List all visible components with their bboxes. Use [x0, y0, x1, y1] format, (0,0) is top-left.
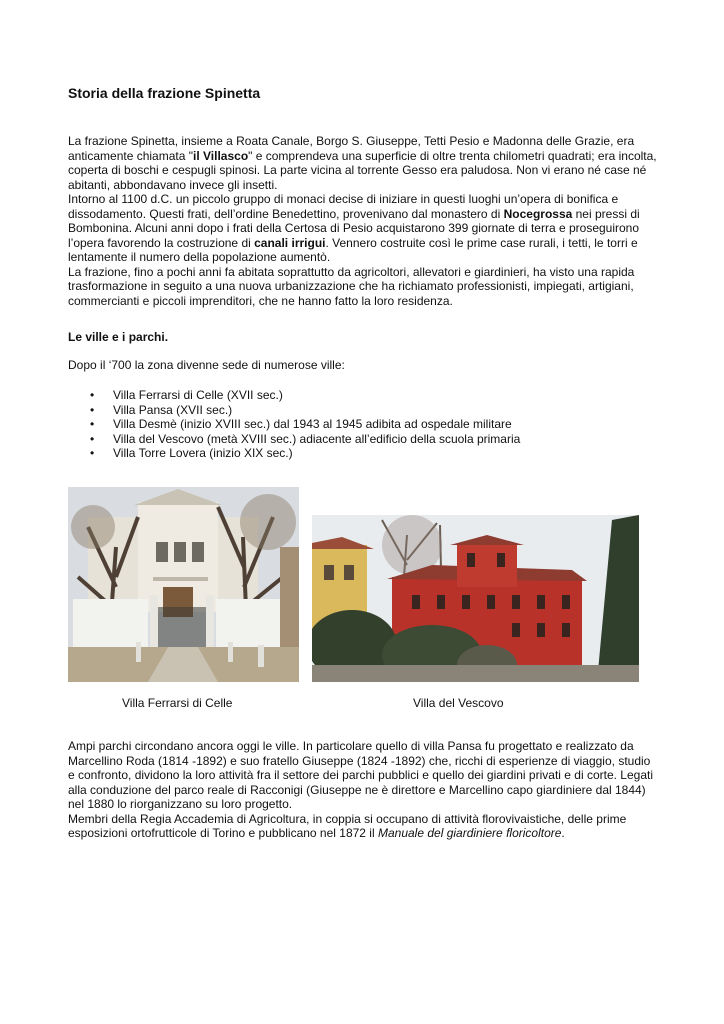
document-title: Storia della frazione Spinetta [68, 85, 261, 101]
list-item: • Villa del Vescovo (metà XVIII sec.) adiacente all’edificio della scuola primaria [90, 431, 521, 446]
caption-villa-vescovo: Villa del Vescovo [413, 696, 504, 710]
bullet-icon: • [90, 446, 95, 461]
list-item: • Villa Ferrarsi di Celle (XVII sec.) [90, 388, 283, 402]
parks-paragraph: Ampi parchi circondano ancora oggi le ville. In particolare quello di villa Pansa fu progettato e realizzato da Marcellino Roda (1814 -1892) e suo fratello Giuseppe (1824 -1892) che, ricchi di esperienze di viaggio, studio e confronto, dividono la loro attività fra il settore dei parchi pubblici e quello dei giardini privati e di corte. Legati alla conduzione del parco reale di Racconigi (Giuseppe ne è direttore e Marcellino capo giardiniere dal 1844) nel 1880 lo riorganizzano su loro progetto. Membri della Regia Accademia di Agricoltura, in coppia si occupano di attività florovivaistiche, delle prime esposizioni ortofrutticole di Torino e pubblicano nel 1872 il Manuale del giardiniere floricoltore. [68, 739, 653, 840]
intro-paragraph: La frazione Spinetta, insieme a Roata Canale, Borgo S. Giuseppe, Tetti Pesio e Madonna delle Grazie, era anticamente chiamata "il Villasco" e comprendeva una superficie di oltre trenta chilometri quadrati; era incolta, coperta di boschi e cespugli spinosi. La parte vicina al torrente Gesso era paludosa. Non vi erano né case né abitanti, abbondavano invece gli insetti. Intorno al 1100 d.C. un piccolo gruppo di monaci decise di iniziare in questi luoghi un’opera di bonifica e dissodamento. Questi frati, dell’ordine Benedettino, provenivano dal monastero di Nocegrossa nei pressi di Bombonina. Alcuni anni dopo i frati della Certosa di Pesio acquistarono 399 giornate di terra e proseguirono l’opera favorendo la costruzione di canali irrigui. Vennero costruite così le prime case rurali, i tetti, le torri e lentamente il numero della popolazione aumentò. La frazione, fino a pochi anni fa abitata soprattutto da agricoltori, allevatori e giardinieri, ha visto una rapida trasformazione in seguito a una nuova urbanizzazione che ha richiamato professionisti, impiegati, artigiani, commercianti e piccoli imprenditori, che ne hanno fatto la loro residenza. [68, 134, 657, 308]
canali-irrigui-term: canali irrigui [254, 235, 326, 250]
bullet-icon: • [90, 417, 95, 432]
bullet-icon: • [90, 402, 95, 417]
manual-title: Manuale del giardiniere floricoltore [377, 826, 562, 840]
nocegrossa-term: Nocegrossa [503, 206, 573, 221]
bullet-icon: • [90, 388, 95, 402]
list-item: • Villa Torre Lovera (inizio XIX sec.) [90, 446, 293, 461]
list-item: • Villa Desmè (inizio XVIII sec.) dal 1943 al 1945 adibita ad ospedale militare [90, 417, 512, 432]
bullet-icon: • [90, 431, 95, 446]
villa-list [68, 388, 520, 461]
caption-villa-ferrarsi: Villa Ferrarsi di Celle [122, 696, 233, 710]
villas-lead-text: Dopo il ‘700 la zona divenne sede di numerose ville: [68, 358, 345, 372]
villasco-term: il Villasco [193, 148, 249, 163]
villa-vescovo-photo [312, 515, 639, 682]
villa-ferrarsi-photo [68, 487, 299, 682]
list-item: • Villa Pansa (XVII sec.) [90, 402, 233, 417]
section-title: Le ville e i parchi. [68, 330, 169, 344]
